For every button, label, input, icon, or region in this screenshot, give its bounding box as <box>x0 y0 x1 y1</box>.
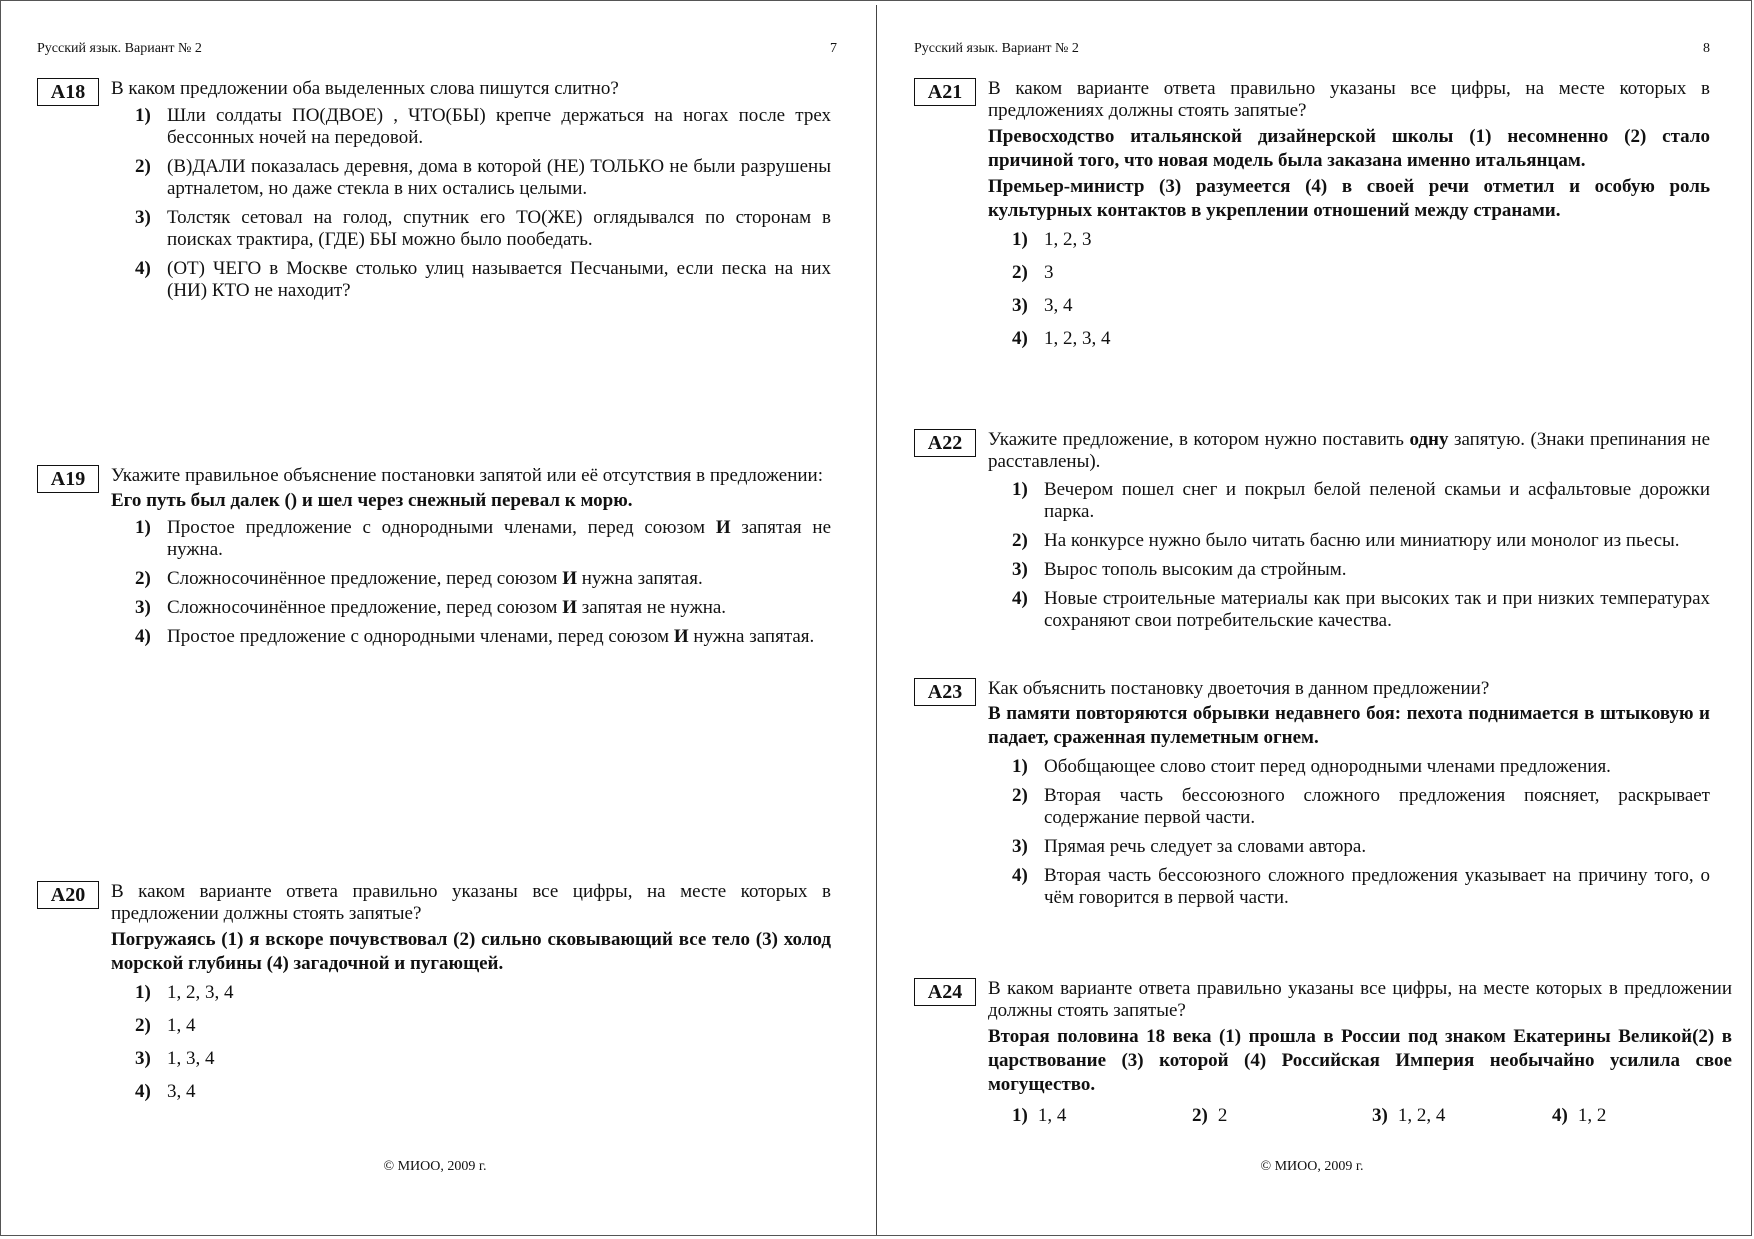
option-number: 2) <box>135 568 151 589</box>
question-part: запятую. (Знаки препинания не расставлены). <box>988 429 1711 472</box>
option-number: 4) <box>1012 328 1028 349</box>
answer-option[interactable] <box>1012 229 1710 251</box>
page-divider <box>876 5 877 1235</box>
task-a23 <box>914 678 1710 916</box>
sentence-text: Превосходство итальянской дизайнерской школы (1) несомненно (2) стало причиной того, что новая модель была заказана именно итальянцам. <box>988 126 1710 171</box>
answer-option[interactable] <box>135 597 831 619</box>
conjunction: И <box>673 626 689 647</box>
option-number: 4) <box>135 258 151 279</box>
answer-option[interactable] <box>1012 530 1710 552</box>
option-text: На конкурсе нужно было читать басню или миниатюру или монолог из пьесы. <box>1044 530 1680 551</box>
conjunction: И <box>715 517 731 538</box>
answer-option[interactable] <box>1372 1105 1552 1127</box>
option-number: 4) <box>135 1081 151 1102</box>
question-text: В каком варианте ответа правильно указаны все цифры, на месте которых в предложениях должны стоять запятые? <box>988 78 1710 121</box>
page-number: 8 <box>1703 41 1710 56</box>
option-number: 1) <box>1012 756 1028 777</box>
option-number: 3) <box>135 597 151 618</box>
task-a18 <box>37 78 831 309</box>
answer-options <box>988 229 1710 350</box>
answer-option[interactable] <box>1192 1105 1372 1127</box>
answer-option[interactable] <box>1012 295 1710 317</box>
running-head <box>914 41 1710 57</box>
sentence-text: В памяти повторяются обрывки недавнего боя: пехота поднимается в штыковую и падает, сраженная пулеметным огнем. <box>988 703 1710 748</box>
task-label: A18 <box>37 78 99 106</box>
answer-option[interactable] <box>1012 262 1710 284</box>
task-a20 <box>37 881 831 1114</box>
answer-option[interactable] <box>1012 588 1710 632</box>
answer-options <box>988 1105 1732 1127</box>
answer-option[interactable] <box>135 1048 831 1070</box>
task-a22 <box>914 429 1710 639</box>
option-number: 1) <box>1012 479 1028 500</box>
answer-options <box>111 517 831 648</box>
task-label: A24 <box>914 978 976 1006</box>
answer-option[interactable] <box>135 982 831 1004</box>
sentence-text: Премьер-министр (3) разумеется (4) в своей речи отметил и особую роль культурных контактов в укреплении отношений между странами. <box>988 176 1710 221</box>
option-text: Вечером пошел снег и покрыл белой пеленой скамьи и асфальтовые дорожки парка. <box>1044 479 1710 522</box>
sentence-text: Вторая половина 18 века (1) прошла в России под знаком Екатерины Великой(2) в царствование (3) которой (4) Российская Империя необычайно усилила свое могущество. <box>988 1026 1732 1095</box>
option-text: 3 <box>1044 262 1054 283</box>
option-text: 1, 2 <box>1577 1105 1607 1126</box>
answer-option[interactable] <box>1012 328 1710 350</box>
question-text <box>988 429 1710 473</box>
answer-option[interactable] <box>1012 756 1710 778</box>
answer-option[interactable] <box>1012 1105 1192 1127</box>
option-number: 3) <box>1012 836 1028 857</box>
option-text: 1, 4 <box>1037 1105 1067 1126</box>
option-text: 2 <box>1217 1105 1228 1126</box>
option-text: Прямая речь следует за словами автора. <box>1044 836 1367 857</box>
option-text: 1, 2, 3 <box>1044 229 1092 250</box>
option-text: запятая не нужна. <box>577 597 727 618</box>
option-text: Вырос тополь высоким да стройным. <box>1044 559 1347 580</box>
option-number: 2) <box>1192 1105 1208 1126</box>
option-text: Вторая часть бессоюзного сложного предложения поясняет, раскрывает содержание первой части. <box>1044 785 1710 828</box>
option-number: 1) <box>135 105 151 126</box>
task-label: A23 <box>914 678 976 706</box>
right-page <box>878 5 1746 1233</box>
option-number: 1) <box>135 982 151 1003</box>
sentence-text: Погружаясь (1) я вскоре почувствовал (2) сильно сковывающий все тело (3) холод морской глубины (4) загадочной и пугающей. <box>111 929 831 974</box>
task-a21 <box>914 78 1710 361</box>
answer-option[interactable] <box>135 258 831 302</box>
answer-options <box>111 105 831 302</box>
option-number: 2) <box>135 1015 151 1036</box>
option-number: 1) <box>1012 229 1028 250</box>
option-text: 1, 2, 4 <box>1397 1105 1446 1126</box>
question-text: Как объяснить постановку двоеточия в данном предложении? <box>988 678 1490 699</box>
page-number: 7 <box>830 41 837 56</box>
task-label: A22 <box>914 429 976 457</box>
header-title: Русский язык. Вариант № 2 <box>37 41 202 56</box>
option-number: 4) <box>1012 865 1028 886</box>
option-text: нужна запятая. <box>688 626 815 647</box>
conjunction: И <box>562 597 577 618</box>
option-text: Толстяк сетовал на голод, спутник его ТО(ЖЕ) оглядывался по сторонам в поисках трактира, (ГДЕ) БЫ можно было пообедать. <box>167 207 831 250</box>
option-text: Простое предложение с однородными членами, перед союзом <box>167 626 674 647</box>
left-page <box>1 5 869 1233</box>
option-text: Простое предложение с однородными членами, перед союзом <box>167 517 716 538</box>
question-text: В каком предложении оба выделенных слова пишутся слитно? <box>111 78 619 99</box>
answer-option[interactable] <box>1012 559 1710 581</box>
option-number: 1) <box>135 517 151 538</box>
option-text: (В)ДАЛИ показалась деревня, дома в которой (НЕ) ТОЛЬКО не были разрушены артналетом, но даже стекла в них остались целыми. <box>167 156 831 199</box>
option-text: 1, 2, 3, 4 <box>1044 328 1111 349</box>
option-text: 3, 4 <box>1044 295 1073 316</box>
option-text: Сложносочинённое предложение, перед союзом <box>167 597 563 618</box>
question-text: Укажите правильное объяснение постановки запятой или её отсутствия в предложении: <box>111 465 824 486</box>
answer-option[interactable] <box>135 156 831 200</box>
task-a24 <box>914 978 1732 1127</box>
answer-option[interactable] <box>135 568 831 590</box>
option-text: Сложносочинённое предложение, перед союзом <box>167 568 563 589</box>
option-number: 4) <box>1012 588 1028 609</box>
task-label: A21 <box>914 78 976 106</box>
header-title: Русский язык. Вариант № 2 <box>914 41 1079 56</box>
answer-option[interactable] <box>1012 479 1710 523</box>
task-label: A19 <box>37 465 99 493</box>
question-text: В каком варианте ответа правильно указаны все цифры, на месте которых в предложении должны стоять запятые? <box>111 881 831 924</box>
task-label: A20 <box>37 881 99 909</box>
answer-option[interactable] <box>1552 1105 1732 1127</box>
option-text: Обобщающее слово стоит перед однородными членами предложения. <box>1044 756 1611 777</box>
question-text: В каком варианте ответа правильно указаны все цифры, на месте которых в предложении должны стоять запятые? <box>988 978 1732 1021</box>
task-a19 <box>37 465 831 655</box>
answer-option[interactable] <box>1012 836 1710 858</box>
option-text: (ОТ) ЧЕГО в Москве столько улиц называется Песчаными, если песка на них (НИ) КТО не находит? <box>167 258 831 301</box>
option-text: 3, 4 <box>167 1081 196 1102</box>
option-text: Вторая часть бессоюзного сложного предложения указывает на причину того, о чём говорится в первой части. <box>1044 865 1710 908</box>
answer-option[interactable] <box>135 1081 831 1103</box>
answer-option[interactable] <box>135 105 831 149</box>
option-text: Новые строительные материалы как при высоких так и при низких температурах сохраняют свои потребительские качества. <box>1044 588 1710 631</box>
option-number: 4) <box>135 626 151 647</box>
question-emphasis: одну <box>1409 429 1449 450</box>
running-head <box>37 41 837 57</box>
answer-option[interactable] <box>135 517 831 561</box>
option-number: 2) <box>1012 262 1028 283</box>
answer-option[interactable] <box>1012 865 1710 909</box>
option-number: 3) <box>1012 295 1028 316</box>
option-number: 4) <box>1552 1105 1568 1126</box>
option-number: 2) <box>135 156 151 177</box>
option-number: 2) <box>1012 785 1028 806</box>
answer-option[interactable] <box>135 1015 831 1037</box>
answer-option[interactable] <box>1012 785 1710 829</box>
option-number: 3) <box>1012 559 1028 580</box>
option-text: 1, 3, 4 <box>167 1048 215 1069</box>
answer-option[interactable] <box>135 626 831 648</box>
option-text: 1, 2, 3, 4 <box>167 982 234 1003</box>
option-number: 3) <box>135 1048 151 1069</box>
answer-options <box>988 756 1710 909</box>
footer-copyright: © МИОО, 2009 г. <box>383 1159 487 1174</box>
option-number: 3) <box>1372 1105 1388 1126</box>
conjunction: И <box>562 568 577 589</box>
answer-options <box>111 982 831 1103</box>
answer-option[interactable] <box>135 207 831 251</box>
option-text: Шли солдаты ПО(ДВОЕ) , ЧТО(БЫ) крепче держаться на ногах после трех бессонных ночей на передовой. <box>167 105 831 148</box>
question-part: Укажите предложение, в котором нужно поставить <box>988 429 1410 450</box>
option-number: 3) <box>135 207 151 228</box>
option-number: 1) <box>1012 1105 1028 1126</box>
option-text: нужна запятая. <box>577 568 703 589</box>
footer-copyright: © МИОО, 2009 г. <box>1260 1159 1364 1174</box>
option-text: 1, 4 <box>167 1015 196 1036</box>
sentence-text: Его путь был далек () и шел через снежный перевал к морю. <box>111 490 633 511</box>
answer-options <box>988 479 1710 632</box>
option-text: запятая не нужна. <box>167 517 831 560</box>
option-number: 2) <box>1012 530 1028 551</box>
